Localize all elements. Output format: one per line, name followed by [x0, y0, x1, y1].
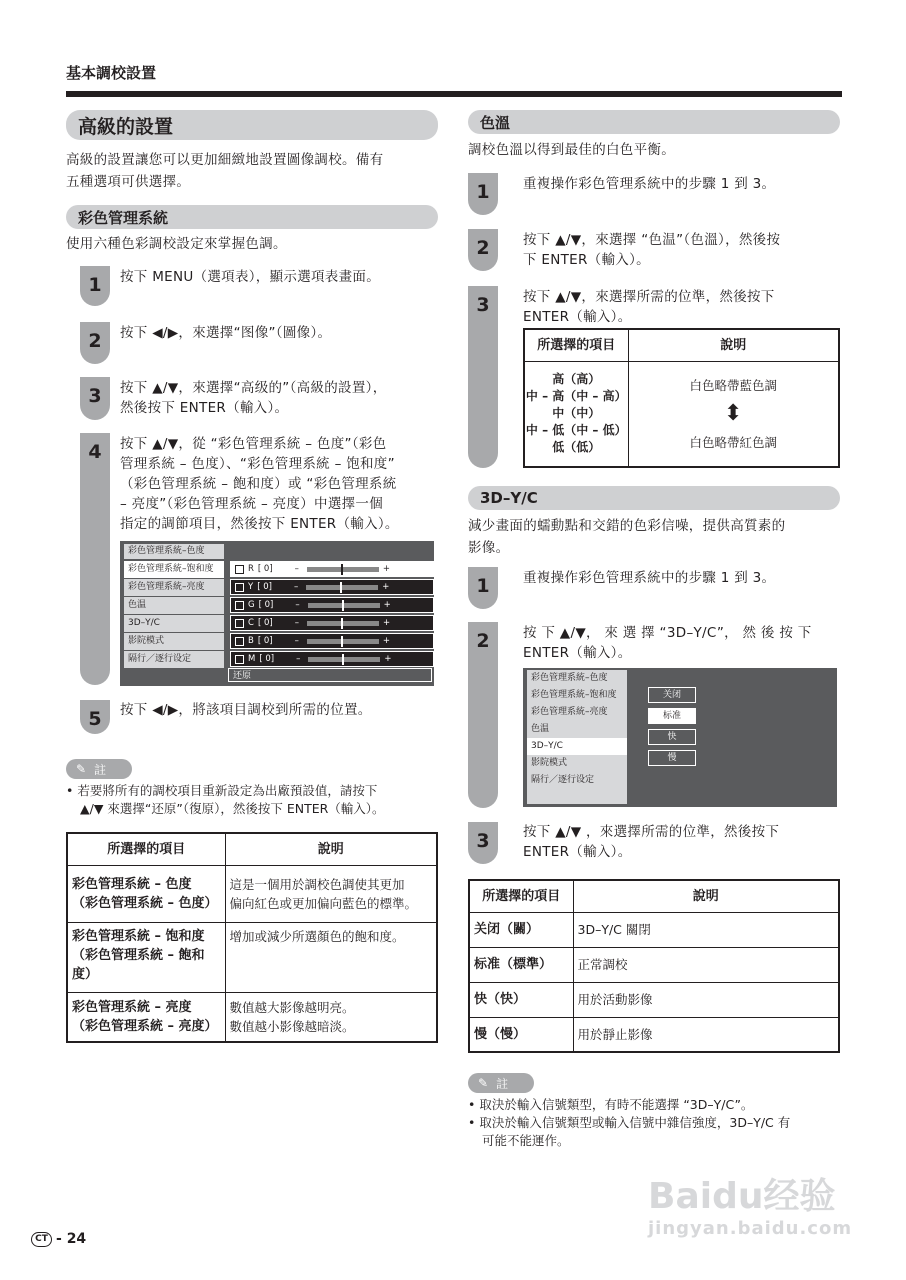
menu-filler — [527, 789, 627, 804]
colortemp-table — [523, 328, 840, 468]
table-header-item: 所選擇的項目 — [469, 880, 573, 912]
option-slow[interactable]: 慢 — [648, 750, 696, 766]
colortemp-heading — [468, 110, 840, 134]
step-line: ENTER（輸入）。 — [523, 844, 632, 860]
plus-icon: + — [382, 618, 391, 628]
step-line: 下 ENTER（輸入）。 — [523, 252, 650, 268]
slider-track[interactable] — [307, 567, 379, 572]
step-line: 按下 ▲/▼，來選擇所需的位準，然後按下 — [523, 289, 775, 305]
step-number: 4 — [88, 441, 102, 463]
table-header-desc: 說明 — [628, 329, 839, 361]
menu-item[interactable]: 彩色管理系統–饱和度 — [527, 687, 627, 704]
level-label: 高（高） — [552, 372, 601, 387]
step-line: 重複操作彩色管理系統中的步驟 1 到 3。 — [523, 570, 776, 586]
step-number: 3 — [476, 830, 490, 852]
slider-track[interactable] — [306, 585, 378, 590]
slider-value: [ 0] — [258, 600, 274, 610]
note-line-wrap: • 取決於輸入信號類型，有時不能選擇 “3D–Y/C”。 — [468, 1097, 754, 1112]
table-cell-desc — [628, 361, 839, 467]
slider-label: G — [248, 600, 255, 610]
watermark-url: jingyan.baidu.com — [648, 1218, 853, 1239]
color-slider-row[interactable] — [230, 561, 434, 577]
checkbox-icon — [235, 583, 244, 592]
table-header-desc: 說明 — [573, 880, 839, 912]
minus-icon: – — [293, 582, 299, 592]
step-marker — [468, 286, 498, 468]
cell-line: 度） — [72, 966, 99, 982]
table-row — [469, 982, 839, 1017]
checkbox-icon — [235, 637, 244, 646]
checkbox-icon — [235, 601, 244, 610]
slider-value: [ 0] — [257, 636, 273, 646]
slider-track[interactable] — [308, 603, 380, 608]
color-slider-row[interactable] — [230, 579, 434, 595]
minus-icon: – — [294, 636, 299, 646]
table-cell-item: 慢（慢） — [469, 1017, 573, 1052]
step-line: 然後按下 ENTER（輸入）。 — [120, 400, 289, 416]
step-number: 2 — [88, 330, 102, 352]
note-line-wrap: • 取決於輸入信號類型或輸入信號中雜信強度，3D–Y/C 有 — [468, 1115, 791, 1130]
plus-icon: + — [384, 654, 392, 664]
advanced-intro-line: 五種選項可供選擇。 — [66, 174, 191, 190]
note-line: 取決於輸入信號類型，有時不能選擇 “3D–Y/C”。 — [479, 1097, 754, 1112]
step-line: 指定的調節項目，然後按下 ENTER（輸入）。 — [120, 516, 399, 532]
plus-icon: + — [382, 564, 391, 574]
table-row — [67, 992, 437, 1042]
step-text — [120, 434, 442, 534]
plus-icon: + — [382, 636, 390, 646]
step-text — [523, 287, 841, 327]
step-number: 3 — [88, 385, 102, 407]
desc-reddish: 白色略帶紅色調 — [689, 434, 777, 450]
table-cell-desc — [225, 992, 437, 1042]
step-marker — [468, 173, 498, 215]
pencil-icon: ✎ — [76, 762, 87, 776]
cell-line: （彩色管理系統 – 亮度） — [72, 1018, 218, 1034]
menu-item[interactable]: 彩色管理系統–亮度 — [124, 579, 224, 596]
step-number: 5 — [88, 708, 102, 730]
level-label: 中（中） — [552, 406, 601, 421]
yc-intro-line: 影像。 — [468, 540, 510, 556]
slider-label: C — [248, 618, 254, 628]
slider-label: B — [248, 636, 254, 646]
language-badge: CT — [31, 1232, 52, 1247]
cms-title: 彩色管理系統 — [78, 208, 169, 227]
step-marker — [80, 377, 110, 420]
yc-intro-line: 減少畫面的蠕動點和交錯的色彩信噪，提供高質素的 — [468, 518, 786, 534]
color-slider-row[interactable] — [230, 651, 434, 667]
checkbox-icon — [235, 655, 244, 664]
menu-item[interactable]: 隔行／逐行设定 — [124, 651, 224, 668]
slider-value: [ 0] — [257, 618, 273, 628]
table-row — [67, 922, 437, 992]
minus-icon: – — [294, 564, 299, 574]
slider-label: R — [248, 564, 254, 574]
table-cell-item: 关闭（關） — [469, 912, 573, 947]
menu-header-item[interactable]: 彩色管理系統–色度 — [124, 544, 224, 559]
note-tag — [66, 759, 132, 779]
plus-icon: + — [382, 582, 390, 592]
step-marker — [468, 822, 498, 864]
yc-notes — [468, 1096, 844, 1150]
note-line: 取決於輸入信號類型或輸入信號中雜信強度，3D–Y/C 有 — [479, 1115, 791, 1130]
checkbox-icon — [235, 619, 244, 628]
menu-item[interactable]: 彩色管理系統–色度 — [527, 670, 627, 687]
slider-label: M — [248, 654, 256, 664]
pencil-icon: ✎ — [478, 1076, 489, 1090]
step-text — [120, 323, 440, 343]
step-number: 2 — [476, 237, 490, 259]
advanced-settings-title: 高級的設置 — [78, 115, 174, 138]
step-text — [523, 623, 841, 663]
yc-table — [468, 879, 840, 1053]
table-cell-desc — [225, 922, 437, 992]
cell-line: 數值越大影像越明亮。 — [229, 999, 355, 1015]
cell-line: 偏向紅色或更加偏向藍色的標準。 — [229, 895, 418, 911]
table-header-desc: 說明 — [225, 833, 437, 865]
step-text — [120, 267, 440, 287]
table-cell-desc: 用於活動影像 — [573, 982, 839, 1017]
table-cell-item — [67, 922, 225, 992]
minus-icon: – — [296, 654, 301, 664]
table-cell-item — [67, 992, 225, 1042]
cell-line: 增加或減少所選顏色的飽和度。 — [229, 928, 405, 944]
menu-item[interactable]: 色温 — [124, 597, 224, 614]
advanced-settings-heading — [66, 110, 438, 140]
step-number: 1 — [476, 181, 490, 203]
note-label: 註 — [496, 1076, 509, 1091]
reset-button[interactable]: 还原 — [228, 668, 432, 682]
table-cell-levels — [524, 361, 628, 467]
step-line: 重複操作彩色管理系統中的步驟 1 到 3。 — [523, 176, 776, 192]
table-cell-desc: 用於靜止影像 — [573, 1017, 839, 1052]
header-rule — [66, 91, 842, 97]
table-header-item: 所選擇的項目 — [524, 329, 628, 361]
checkbox-icon — [235, 565, 244, 574]
step-line: 按下 MENU（選項表），顯示選項表畫面。 — [120, 269, 380, 285]
table-header-item: 所選擇的項目 — [67, 833, 225, 865]
minus-icon: – — [295, 600, 300, 610]
step-marker — [468, 622, 498, 808]
step-text — [120, 378, 442, 418]
step-marker — [80, 433, 110, 685]
plus-icon: + — [383, 600, 391, 610]
step-text — [523, 568, 841, 588]
cms-table — [66, 832, 438, 1043]
menu-item[interactable]: 3D–Y/C — [527, 738, 627, 755]
step-line: 管理系統 – 色度）、“彩色管理系統 – 饱和度” — [120, 456, 395, 472]
level-label: 中 – 高（中 – 高） — [525, 389, 627, 404]
step-number: 2 — [476, 630, 490, 652]
slider-label: Y — [248, 582, 254, 592]
step-line: 按下 ▲/▼ ，來選擇所需的位準，然後按下 — [523, 824, 780, 840]
note-tag — [468, 1073, 534, 1093]
step-text — [523, 174, 841, 194]
slider-track[interactable] — [307, 639, 379, 644]
yc-title: 3D–Y/C — [480, 489, 538, 507]
step-number: 1 — [88, 274, 102, 296]
step-line: 按下 ▲/▼，來選擇“高级的”（高級的設置）， — [120, 380, 387, 396]
step-line: 按下 ▲/▼，來選擇 “色温”（色溫），然後按 — [523, 232, 781, 248]
cell-line: （彩色管理系統 – 飽和 — [72, 947, 205, 963]
slider-track[interactable] — [307, 621, 379, 626]
menu-item[interactable]: 色温 — [527, 721, 627, 738]
menu-item[interactable]: 彩色管理系統–饱和度 — [124, 561, 224, 578]
step-text — [523, 230, 841, 270]
cell-line: 數值越小影像越暗淡。 — [229, 1018, 355, 1034]
option-standard[interactable]: 标准 — [648, 708, 696, 724]
table-cell-item — [67, 865, 225, 922]
menu-item[interactable]: 影院模式 — [124, 633, 224, 650]
advanced-intro — [66, 149, 440, 193]
step-marker — [468, 229, 498, 271]
menu-item[interactable]: 影院模式 — [527, 755, 627, 772]
step-marker — [80, 266, 110, 306]
step-line: – 亮度”（彩色管理系統 – 亮度）中選擇一個 — [120, 496, 384, 512]
note-line-wrap: • 若要將所有的調校項目重新設定為出廠預設值，請按下 — [66, 783, 378, 798]
cell-line: 彩色管理系統 – 色度 — [72, 876, 192, 892]
step-line: 按下 ◀/▶，將該項目調校到所需的位置。 — [120, 702, 372, 718]
slider-value: [ 0] — [257, 564, 273, 574]
step-line: ENTER（輸入）。 — [523, 309, 632, 325]
note-bullet — [66, 782, 442, 818]
cms-heading — [66, 205, 438, 229]
section-header-title: 基本調校設置 — [66, 64, 157, 82]
option-fast[interactable]: 快 — [648, 729, 696, 745]
yc-heading — [468, 486, 840, 510]
table-row — [469, 947, 839, 982]
table-row — [469, 912, 839, 947]
yc-intro — [468, 515, 842, 559]
note-line: ▲/▼ 來選擇“还原”（復原），然後按下 ENTER（輸入）。 — [80, 801, 385, 816]
colortemp-intro: 調校色溫以得到最佳的白色平衡。 — [468, 142, 675, 158]
slider-value: [ 0] — [259, 654, 275, 664]
cell-line: 這是一個用於調校色調使其更加 — [229, 876, 405, 892]
step-marker — [80, 322, 110, 364]
desc-bluish: 白色略帶藍色調 — [689, 377, 777, 393]
cell-line: 彩色管理系統 – 饱和度 — [72, 928, 205, 944]
step-line: （彩色管理系統 – 飽和度）或 “彩色管理系統 — [120, 476, 397, 492]
cell-line: 彩色管理系統 – 亮度 — [72, 999, 192, 1015]
option-off[interactable]: 关闭 — [648, 687, 696, 703]
note-line: 若要將所有的調校項目重新設定為出廠預設值，請按下 — [77, 783, 378, 798]
watermark-brand: Baidu经验 — [648, 1176, 836, 1217]
page-number-value: 24 — [66, 1231, 87, 1247]
table-cell-item: 标准（標準） — [469, 947, 573, 982]
note-line: 可能不能運作。 — [482, 1133, 570, 1148]
up-down-arrow-icon: ⬍ — [724, 400, 743, 426]
color-slider-row[interactable] — [230, 615, 434, 631]
step-marker — [80, 700, 110, 734]
menu-item[interactable]: 彩色管理系統–亮度 — [527, 704, 627, 721]
step-number: 1 — [476, 575, 490, 597]
table-cell-desc — [225, 865, 437, 922]
cell-line: （彩色管理系統 – 色度） — [72, 895, 218, 911]
advanced-intro-line: 高級的設置讓您可以更加細緻地設置圖像調校。備有 — [66, 152, 384, 168]
menu-header-bar — [224, 544, 430, 559]
page-number: - 24 — [56, 1231, 87, 1247]
note-label: 註 — [94, 762, 107, 777]
step-line: ENTER（輸入）。 — [523, 645, 632, 661]
step-line: 按 下 ▲/▼， 來 選 擇 “3D–Y/C”， 然 後 按 下 — [523, 625, 812, 641]
table-cell-desc: 3D–Y/C 關閉 — [573, 912, 839, 947]
step-line: 按下 ◀/▶，來選擇“图像”（圖像）。 — [120, 325, 332, 341]
table-row — [469, 1017, 839, 1052]
menu-item[interactable]: 隔行／逐行设定 — [527, 772, 627, 789]
color-slider-row[interactable] — [230, 597, 434, 613]
step-text — [523, 822, 841, 862]
table-cell-item: 快（快） — [469, 982, 573, 1017]
level-label: 中 – 低（中 – 低） — [525, 423, 627, 438]
slider-track[interactable] — [308, 657, 380, 662]
cms-menu-screen — [120, 541, 434, 686]
table-row — [67, 865, 437, 922]
step-number: 3 — [476, 294, 490, 316]
slider-value: [ 0] — [257, 582, 272, 592]
step-text — [120, 700, 442, 720]
table-cell-desc: 正常調校 — [573, 947, 839, 982]
cms-intro: 使用六種色彩調校設定來掌握色調。 — [66, 236, 287, 252]
step-marker — [468, 567, 498, 609]
step-line: 按下 ▲/▼，從 “彩色管理系統 – 色度”（彩色 — [120, 436, 387, 452]
level-label: 低（低） — [552, 440, 601, 455]
menu-item[interactable]: 3D–Y/C — [124, 615, 224, 632]
colortemp-title: 色溫 — [480, 113, 511, 132]
color-slider-row[interactable] — [230, 633, 434, 649]
minus-icon: – — [294, 618, 299, 628]
